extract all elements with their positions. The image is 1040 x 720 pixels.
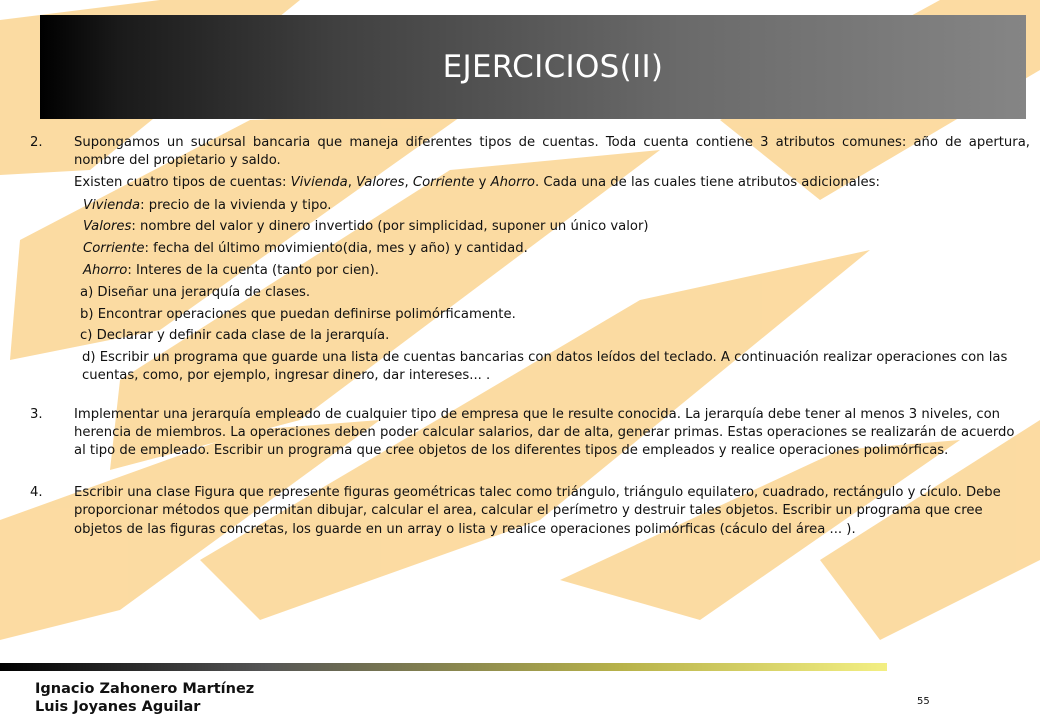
slide-title: EJERCICIOS(II) — [442, 49, 664, 85]
account-types: Existen cuatro tipos de cuentas: Vivienda, Valores, Corriente y Ahorro. Cada una de las cuales tiene atributos adicionales: — [74, 175, 880, 191]
exercise-number: 2. — [30, 135, 43, 150]
footer-bar — [0, 663, 887, 671]
exercise-number: 3. — [30, 406, 43, 422]
task-d: d) Escribir un programa que guarde una lista de cuentas bancarias con datos leídos del teclado. A continuación realizar operaciones con las cuentas, como, por ejemplo, ingresar dinero, dar intereses... . — [82, 350, 1008, 384]
attr-ahorro: Ahorro: Interes de la cuenta (tanto por cien). — [83, 263, 379, 278]
exercise-4 — [30, 484, 1030, 539]
slide-content — [30, 134, 1030, 543]
task-a: a) Diseñar una jerarquía de clases. — [80, 284, 311, 300]
task-b: b) Encontrar operaciones que puedan definirse polimórficamente. — [80, 306, 516, 322]
exercise-3 — [30, 406, 1030, 461]
author-name: Luis Joyanes Aguilar — [35, 699, 201, 715]
exercise-2 — [30, 134, 1030, 386]
attr-valores: Valores: nombre del valor y dinero invertido (por simplicidad, suponer un único valor) — [83, 219, 649, 235]
exercise-text: Implementar una jerarquía empleado de cualquier tipo de empresa que le resulte conocida. La jerarquía debe tener al menos 3 niveles, con herencia de miembros. La operaciones deben poder calcular salarios, dar de alta, generar primas. Estas operaciones se realizarán de acuerdo al tipo de empleado. Escribir un programa que cree objetos de los diferentes tipos de empleados y realice operaciones polimórficas. — [74, 406, 1015, 458]
author-name: Ignacio Zahonero Martínez — [35, 681, 255, 697]
slide-header — [40, 15, 1026, 119]
exercise-text: Escribir una clase Figura que represente figuras geométricas talec como triángulo, triángulo equilatero, cuadrado, rectángulo y cículo. Debe proporcionar métodos que permitan dibujar, calcular el area, calcular el perímetro y destruir tales objetos. Escribir un programa que cree objetos de las figuras concretas, los guarde en un array o lista y realice operaciones polimórficas (cáculo del área ... ). — [74, 485, 1001, 537]
page-number: 55 — [917, 696, 930, 707]
authors — [35, 680, 254, 716]
exercise-number: 4. — [30, 485, 43, 501]
attr-vivienda: Vivienda: precio de la vivienda y tipo. — [83, 197, 332, 213]
attr-corriente: Corriente: fecha del último movimiento(dia, mes y año) y cantidad. — [83, 241, 528, 257]
exercise-intro: Supongamos un sucursal bancaria que maneja diferentes tipos de cuentas. Toda cuenta contiene 3 atributos comunes: año de apertura, nombre del propietario y saldo. — [74, 135, 1030, 169]
task-c: c) Declarar y definir cada clase de la jerarquía. — [80, 328, 390, 344]
